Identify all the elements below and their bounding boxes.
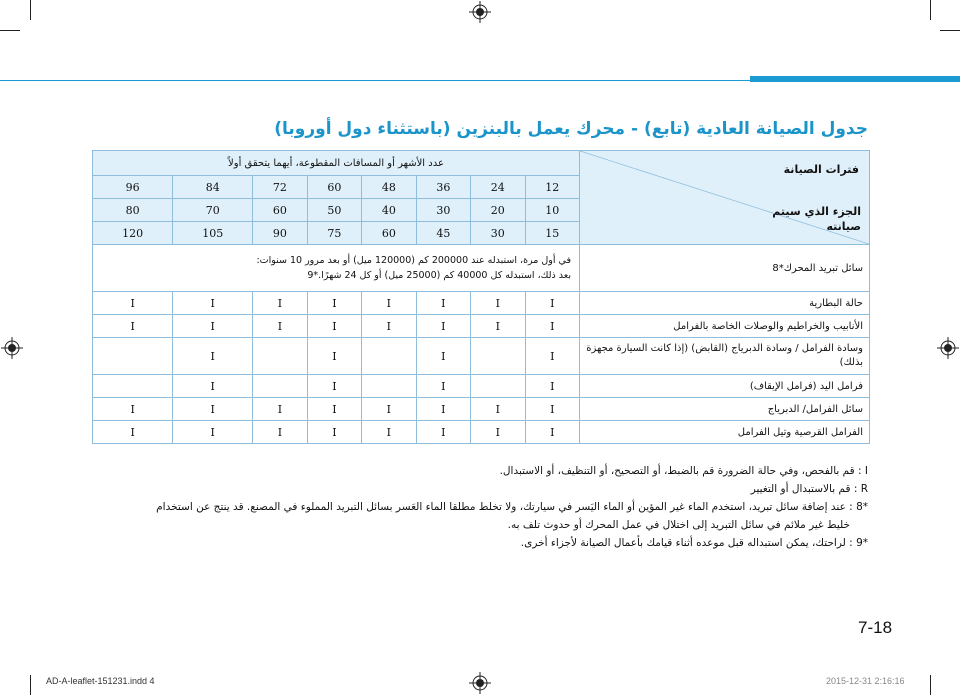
registration-mark-icon <box>937 337 959 359</box>
footnote: I : قم بالفحص، وفي حالة الضرورة قم بالضبط، أو التصحيح، أو التنظيف، أو الاستبدال. <box>499 465 868 477</box>
cell <box>362 375 416 398</box>
registration-mark-icon <box>469 672 491 694</box>
cell: I <box>362 315 416 338</box>
coolant-note <box>93 245 580 292</box>
row-label: حالة البطارية <box>580 292 870 315</box>
cell: 40 <box>362 199 416 222</box>
table-row <box>93 398 870 421</box>
coolant-note-line: في أول مرة، استبدله عند 200000 كم (120000 ميل) أو بعد مرور 10 سنوات: <box>256 255 571 266</box>
cell: I <box>471 398 525 421</box>
row-label: سائل تبريد المحرك*8 <box>580 245 870 292</box>
cell: I <box>307 338 361 375</box>
cell: I <box>93 315 173 338</box>
crop-mark <box>930 675 931 695</box>
cell: I <box>173 292 253 315</box>
cell: 60 <box>253 199 307 222</box>
cell: I <box>253 315 307 338</box>
page-number: 7-18 <box>858 618 893 637</box>
header-accent-bar <box>750 76 960 82</box>
registration-mark-icon <box>469 1 491 23</box>
cell: I <box>307 292 361 315</box>
maintenance-schedule-table <box>92 150 870 444</box>
item-label: الجزء الذي سيتم صيانته <box>772 205 861 233</box>
cell <box>93 338 173 375</box>
cell: I <box>416 398 470 421</box>
cell: I <box>525 315 579 338</box>
cell: I <box>173 421 253 444</box>
cell <box>471 375 525 398</box>
cell: 70 <box>173 199 253 222</box>
cell: I <box>173 375 253 398</box>
interval-label: فترات الصيانة <box>783 163 859 176</box>
cell: 120 <box>93 222 173 245</box>
footnote: خليط غير ملائم في سائل التبريد إلى اختلال في عمل المحرك أو حدوث تلف به. <box>507 519 850 531</box>
cell: I <box>416 338 470 375</box>
cell: 60 <box>307 176 361 199</box>
cell: 105 <box>173 222 253 245</box>
cell: I <box>253 398 307 421</box>
footnote: *9 : لراحتك، يمكن استبداله قبل موعده أثناء قيامك بأعمال الصيانة لأجزاء أخرى. <box>520 537 868 549</box>
cell: 80 <box>93 199 173 222</box>
cell: 72 <box>253 176 307 199</box>
cell: I <box>253 421 307 444</box>
cell: I <box>307 315 361 338</box>
cell: 96 <box>93 176 173 199</box>
row-label: الفرامل القرصية وتيل الفرامل <box>580 421 870 444</box>
cell: I <box>525 292 579 315</box>
cell: I <box>525 338 579 375</box>
cell: I <box>307 398 361 421</box>
print-slug-file: AD-A-leaflet-151231.indd 4 <box>46 676 155 686</box>
print-slug-date: 2015-12-31 2:16:16 <box>826 676 905 686</box>
cell <box>93 375 173 398</box>
table-row <box>93 338 870 375</box>
crop-mark <box>0 30 20 31</box>
cell: I <box>93 292 173 315</box>
diagonal-header-cell <box>580 151 870 245</box>
cell: 75 <box>307 222 361 245</box>
interval-header: عدد الأشهر أو المسافات المقطوعة، أيهما يتحقق أولاً <box>93 151 580 176</box>
cell: 60 <box>362 222 416 245</box>
table-row <box>93 315 870 338</box>
crop-mark <box>930 0 931 20</box>
cell: I <box>416 292 470 315</box>
cell: 24 <box>471 176 525 199</box>
cell: 50 <box>307 199 361 222</box>
cell: I <box>471 315 525 338</box>
cell: I <box>173 315 253 338</box>
footnote: R : قم بالاستبدال أو التغيير <box>750 483 868 495</box>
table-row <box>93 421 870 444</box>
cell: 30 <box>471 222 525 245</box>
cell <box>253 375 307 398</box>
cell <box>253 338 307 375</box>
cell: I <box>362 292 416 315</box>
cell: 10 <box>525 199 579 222</box>
cell: I <box>307 421 361 444</box>
cell: I <box>93 398 173 421</box>
footnote: *8 : عند إضافة سائل تبريد، استخدم الماء غير المؤين أو الماء اليَسر في سيارتك، ولا تخلط مطلقا الماء العَسر بسائل التبريد المملوء في المصنع. قد ينتج عن استخدام <box>156 501 868 513</box>
cell: 36 <box>416 176 470 199</box>
cell: I <box>307 375 361 398</box>
crop-mark <box>30 0 31 20</box>
cell: I <box>416 375 470 398</box>
row-label: وسادة الفرامل / وسادة الدبرياج (القابض) (إذا كانت السيارة مجهزة بذلك) <box>580 338 870 375</box>
crop-mark <box>30 675 31 695</box>
cell <box>362 338 416 375</box>
crop-mark <box>940 30 960 31</box>
coolant-note-line: بعد ذلك، استبدله كل 40000 كم (25000 ميل) أو كل 24 شهرًا.*9 <box>307 270 571 281</box>
cell: 45 <box>416 222 470 245</box>
cell: I <box>173 398 253 421</box>
cell: I <box>525 375 579 398</box>
cell: I <box>416 421 470 444</box>
cell: 90 <box>253 222 307 245</box>
registration-mark-icon <box>1 337 23 359</box>
cell: 48 <box>362 176 416 199</box>
cell: 84 <box>173 176 253 199</box>
cell: I <box>362 421 416 444</box>
cell: 30 <box>416 199 470 222</box>
cell: 12 <box>525 176 579 199</box>
cell: 20 <box>471 199 525 222</box>
row-label: سائل الفرامل/ الدبرياج <box>580 398 870 421</box>
cell: I <box>173 338 253 375</box>
footnotes <box>88 462 868 552</box>
cell: I <box>471 292 525 315</box>
cell: I <box>471 421 525 444</box>
table-row <box>93 292 870 315</box>
section-title: جدول الصيانة العادية (تابع) - محرك يعمل بالبنزين (باستثناء دول أوروبا) <box>274 119 868 139</box>
cell: I <box>525 421 579 444</box>
cell: I <box>416 315 470 338</box>
table-row <box>93 245 870 292</box>
cell: I <box>93 421 173 444</box>
cell <box>471 338 525 375</box>
row-label: الأنابيب والخراطيم والوصلات الخاصة بالفرامل <box>580 315 870 338</box>
table-row <box>93 375 870 398</box>
cell: 15 <box>525 222 579 245</box>
cell: I <box>525 398 579 421</box>
cell: I <box>253 292 307 315</box>
row-label: فرامل اليد (فرامل الإيقاف) <box>580 375 870 398</box>
cell: I <box>362 398 416 421</box>
